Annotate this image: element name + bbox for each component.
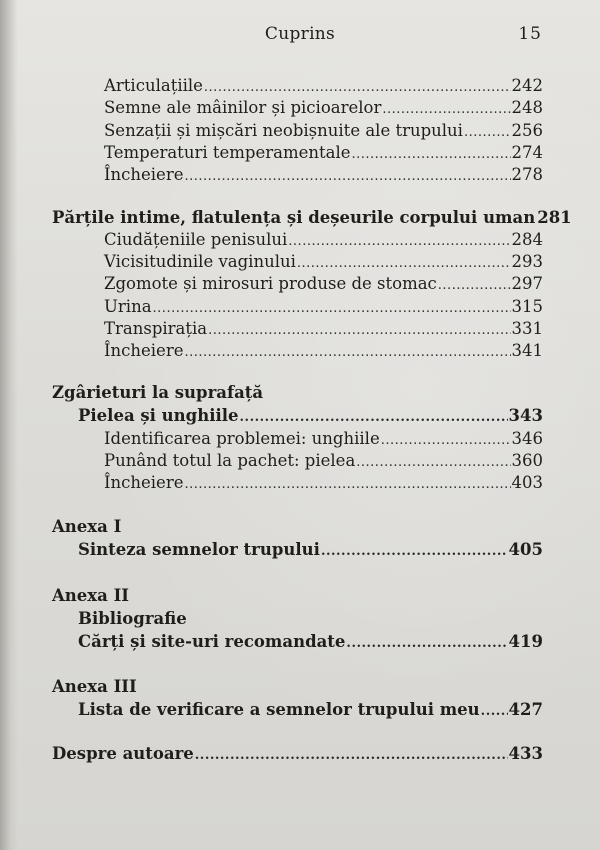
toc-entry-page: 341 [511, 341, 543, 360]
toc-section-label: Părțile intime, flatulența și deșeurile corpului uman [52, 208, 536, 227]
toc-section-entry [52, 743, 543, 767]
toc-leader-dots [297, 253, 511, 275]
toc-entry-label: Temperaturi temperamentale [104, 143, 351, 162]
toc-entry-page: 248 [511, 98, 543, 117]
toc-subsection-heading: Bibliografie [78, 609, 187, 628]
toc-subsection-page: 343 [508, 406, 543, 425]
toc-leader-dots [240, 407, 508, 429]
toc-leader-dots [382, 99, 510, 121]
toc-entry-label: Identificarea problemei: unghiile [104, 429, 380, 448]
toc-leader-dots [195, 745, 508, 767]
toc-entry [104, 142, 543, 166]
toc-entry-label: Încheiere [104, 341, 184, 360]
toc-entry [104, 97, 543, 121]
toc-entry-label: Senzații și mișcări neobișnuite ale trupului [104, 121, 463, 140]
toc-entry [104, 472, 543, 496]
toc-subsection-entry [78, 699, 543, 723]
toc-leader-dots [184, 342, 510, 364]
toc-leader-dots [381, 430, 511, 452]
toc-subsection-entry [78, 405, 543, 429]
annex-heading: Anexa I [52, 517, 122, 536]
toc-leader-dots [153, 298, 511, 320]
toc-entry-label: Ciudățeniile penisului [104, 230, 288, 249]
toc-entry [104, 120, 543, 144]
toc-entry-page: 242 [511, 76, 543, 95]
toc-leader-dots [346, 633, 507, 655]
toc-entry [104, 164, 543, 188]
toc-entry-label: Vicisitudinile vaginului [104, 252, 296, 271]
toc-leader-dots [208, 320, 510, 342]
toc-entry-page: 293 [511, 252, 543, 271]
toc-entry [104, 340, 543, 364]
toc-entry-page: 278 [511, 165, 543, 184]
page-number: 15 [518, 24, 542, 44]
toc-entry-label: Încheiere [104, 473, 184, 492]
toc-entry-page: 256 [511, 121, 543, 140]
toc-leader-dots [184, 166, 510, 188]
toc-entry-page: 346 [511, 429, 543, 448]
toc-leader-dots [321, 541, 508, 563]
toc-entry [104, 450, 543, 474]
toc-entry-label: Articulațiile [104, 76, 203, 95]
toc-entry [104, 428, 543, 452]
toc-entry [104, 75, 543, 99]
toc-section-page: 433 [508, 744, 543, 763]
toc-section-heading: Zgârieturi la suprafață [52, 383, 264, 402]
toc-entry-label: Încheiere [104, 165, 184, 184]
toc-subsection-page: 419 [508, 632, 543, 651]
toc-entry-label: Punând totul la pachet: pielea [104, 451, 356, 470]
toc-entry [104, 318, 543, 342]
toc-entry-label: Urina [104, 297, 152, 316]
toc-entry [104, 296, 543, 320]
toc-leader-dots [288, 231, 510, 253]
toc-leader-dots [464, 122, 511, 144]
toc-leader-dots [184, 474, 510, 496]
toc-entry-page: 360 [511, 451, 543, 470]
toc-subsection-label: Lista de verificare a semnelor trupului meu [78, 700, 480, 719]
toc-subsection-page: 427 [508, 700, 543, 719]
toc-subsection-label: Sinteza semnelor trupului [78, 540, 320, 559]
toc-entry-label: Transpirația [104, 319, 208, 338]
toc-leader-dots [481, 701, 508, 723]
toc-entry-page: 403 [511, 473, 543, 492]
toc-subsection-label: Cărți și site-uri recomandate [78, 632, 346, 651]
toc-subsection-page: 405 [508, 540, 543, 559]
toc-entry-page: 331 [511, 319, 543, 338]
toc-entry [104, 273, 543, 297]
toc-section-page: 281 [537, 208, 572, 227]
toc-entry-page: 284 [511, 230, 543, 249]
toc-subsection-entry [78, 631, 543, 655]
toc-leader-dots [204, 77, 511, 99]
toc-entry-label: Zgomote și mirosuri produse de stomac [104, 274, 437, 293]
toc-leader-dots [438, 275, 511, 297]
toc-entry [104, 251, 543, 275]
page-title: Cuprins [264, 24, 336, 44]
toc-leader-dots [356, 452, 510, 474]
toc-entry [104, 229, 543, 253]
toc-entry-label: Semne ale mâinilor și picioarelor [104, 98, 382, 117]
toc-subsection-label: Pielea și unghiile [78, 406, 239, 425]
toc-entry-page: 274 [511, 143, 543, 162]
toc-entry-page: 297 [511, 274, 543, 293]
annex-heading: Anexa III [52, 677, 137, 696]
toc-leader-dots [352, 144, 511, 166]
toc-entry-page: 315 [511, 297, 543, 316]
toc-subsection-entry [78, 539, 543, 563]
toc-section-entry [52, 207, 572, 231]
annex-heading: Anexa II [52, 586, 130, 605]
toc-section-label: Despre autoare [52, 744, 194, 763]
